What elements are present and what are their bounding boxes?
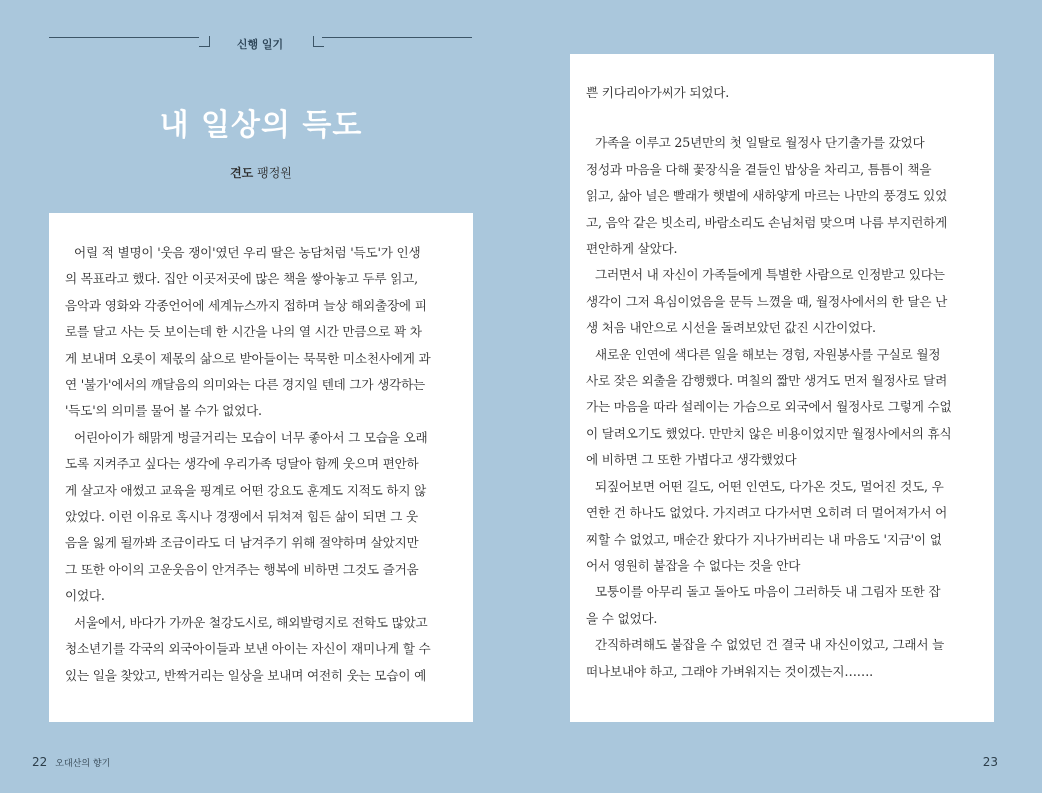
- article-title: 내 일상의 득도: [159, 108, 363, 143]
- paragraph: 새로운 인연에 색다른 일을 해보는 경험, 자원봉사를 구실로 월정 사로 잦은 외출을 감행했다. 며칠의 짧만 생겨도 먼저 월정사로 달려 가는 마음을 따라 설레이는 가슴으로 외국에서 월정사로 그렇게 수없 이 달려오기도 했었다. 만만치 않은 비용이었지만 월정사에서의 휴식 에 비하면 그 또한 가볍다고 생각했었다: [586, 346, 952, 468]
- footer-left: [32, 755, 110, 769]
- paragraph-gap: [586, 106, 979, 130]
- header-rule-right: [322, 37, 472, 38]
- page-number-right: 23: [982, 755, 998, 769]
- paragraph: 가족을 이루고 25년만의 첫 일탈로 월정사 단기출가를 갔었다 정성과 마음을 다해 꽃장식을 곁들인 밥상을 차리고, 틈틈이 책을 읽고, 삶아 널은 빨래가 햇볕에 새하얗게 마르는 나만의 풍경도 있었 고, 음악 같은 빗소리, 바람소리도 손님처럼 맞으며 나름 부지런하게 편안하게 살았다.: [586, 135, 948, 257]
- paragraph-continuation: 쁜 키다리아가씨가 되었다.: [586, 85, 730, 100]
- paragraph: 간직하려해도 붙잡을 수 없었던 건 결국 내 자신이었고, 그래서 늘 떠나보내야 하고, 그래야 가벼워지는 것이겠는지…….: [586, 637, 945, 679]
- page-number-left: 22: [32, 755, 48, 769]
- left-text-panel: [49, 213, 473, 722]
- author-name: 팽정원: [257, 166, 292, 180]
- paragraph: 모퉁이를 아무리 돌고 돌아도 마음이 그러하듯 내 그림자 또한 잡 을 수 없었다.: [586, 584, 941, 626]
- paragraph: 되짚어보면 어떤 길도, 어떤 인연도, 다가온 것도, 멀어진 것도, 우 연한 건 하나도 없었다. 가지려고 다가서면 오히려 더 멀어져가서 어 찌할 수 없었고, 매순간 왔다가 지나가버리는 내 마음도 '지금'이 없 어서 영원히 붙잡을 수 없다는 것을 안다: [586, 478, 948, 573]
- header-ornament-left: [199, 36, 210, 47]
- paragraph: 어릴 적 별명이 '웃음 쟁이'였던 우리 딸은 농담처럼 '득도'가 인생 의 목표라고 했다. 집안 이곳저곳에 많은 책을 쌓아놓고 두루 읽고, 음악과 영화와 각종언어에 세계뉴스까지 접하며 늘상 해외출장에 피 로를 달고 사는 듯 보이는데 한 시간을 나의 열 시간 만큼으로 꽉 차 게 보내며 오롯이 제몫의 삶으로 받아들이는 묵묵한 미소천사에게 과 연 '불가'에서의 깨달음의 의미와는 다른 경지일 텐데 그가 생각하는 '득도'의 의미를 물어 볼 수가 없었다.: [65, 245, 431, 419]
- author-role: 견도: [230, 166, 254, 180]
- publication-name: 오대산의 향기: [55, 759, 111, 769]
- series-label: 신행 일기: [236, 38, 284, 51]
- paragraph: 그러면서 내 자신이 가족들에게 특별한 사람으로 인정받고 있다는 생각이 그저 욕심이었음을 문득 느꼈을 때, 월정사에서의 한 달은 난 생 처음 내안으로 시선을 돌려보았던 값진 시간이었다.: [586, 267, 948, 336]
- paragraph: 서울에서, 바다가 가까운 철강도시로, 해외발령지로 전학도 많았고 청소년기를 각국의 외국아이들과 보낸 아이는 자신이 재미나게 할 수 있는 일을 찾았고, 반짝거리는 일상을 보내며 여전히 웃는 모습이 예: [65, 614, 431, 683]
- paragraph: 어린아이가 해맑게 벙글거리는 모습이 너무 좋아서 그 모습을 오래 도록 지켜주고 싶다는 생각에 우리가족 덩달아 함께 웃으며 편안하 게 살고자 애썼고 교육을 핑계로 어떤 강요도 훈계도 지적도 하지 않 았었다. 이런 이유로 혹시나 경쟁에서 뒤쳐져 힘든 삶이 되면 그 웃 음을 잃게 될까봐 조금이라도 더 남겨주기 위해 절약하며 살았지만 그 또한 아이의 고운웃음이 안겨주는 행복에 비하면 그것도 즐거움 이었다.: [65, 429, 428, 604]
- right-text-panel: [570, 54, 994, 722]
- header-rule-left: [49, 37, 199, 38]
- byline: [49, 164, 473, 181]
